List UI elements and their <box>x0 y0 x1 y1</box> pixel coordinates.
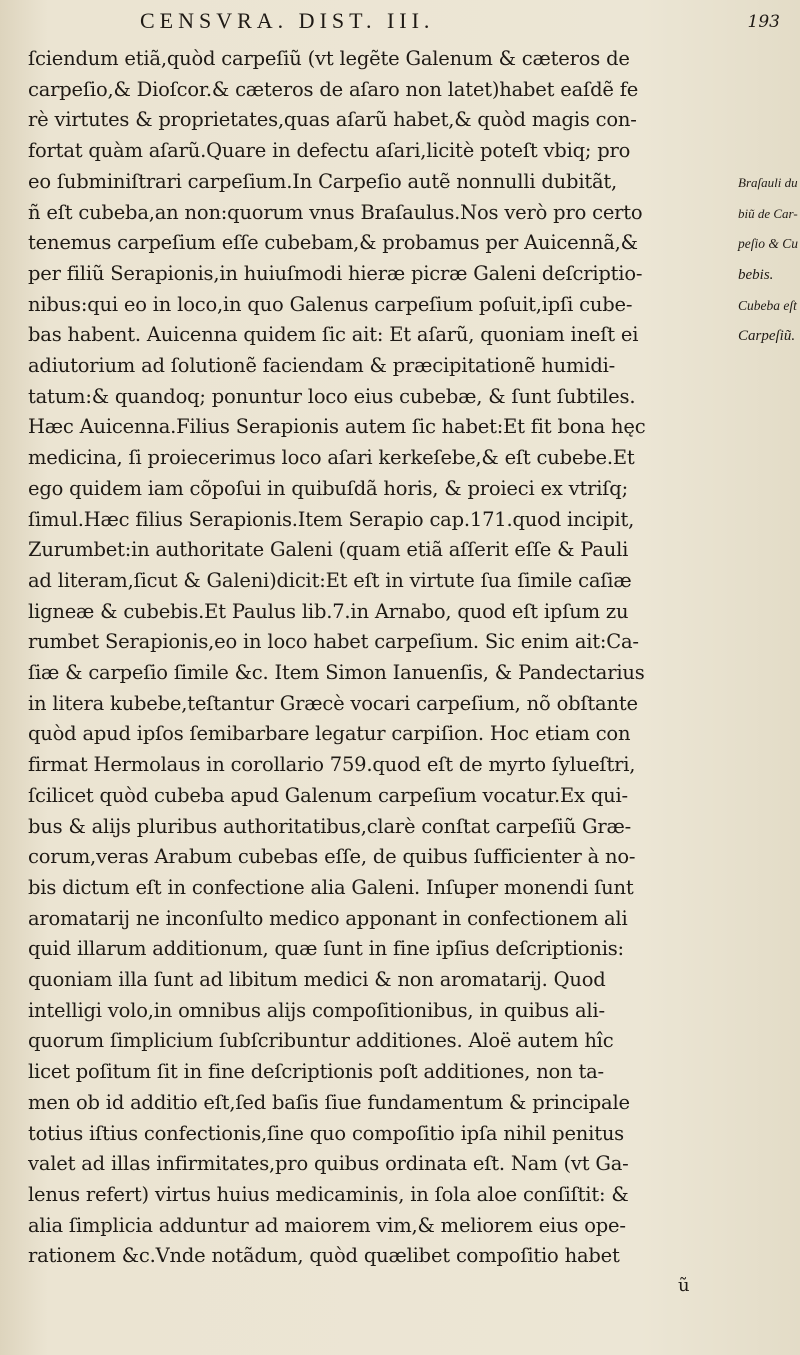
text-line: quid illarum additionum, quæ ſunt in fine ipſius deſcriptionis: <box>28 937 624 961</box>
text-line: ñ eſt cubeba,an non:quorum vnus Braſaulus.Nos verò pro certo <box>28 200 643 224</box>
marginal-note: bebis. <box>738 266 774 283</box>
text-line: corum,veras Arabum cubebas eſſe, de quibus ſufficienter à no- <box>28 845 636 869</box>
text-line: tenemus carpeſium eſſe cubebam,& probamus per Auicennã,& <box>28 231 638 255</box>
text-line: per filiũ Serapionis,in huiuſmodi hieræ picræ Galeni deſcriptio- <box>28 261 643 285</box>
text-line: Zurumbet:in authoritate Galeni (quam etiã aſſerit eſſe & Pauli <box>28 538 629 562</box>
text-line: ſimul.Hæc filius Serapionis.Item Serapio cap.171.quod incipit, <box>28 507 635 531</box>
text-line: bis dictum eſt in confectione alia Galeni. Inſuper monendi ſunt <box>28 875 634 899</box>
text-line: men ob id additio eſt,ſed baſis ſiue fundamentum & principale <box>28 1090 630 1114</box>
marginal-note: Carpeſiũ. <box>738 328 796 345</box>
marginal-note: Braſauli du <box>738 174 798 190</box>
text-line: bus & alijs pluribus authoritatibus,clarè conſtat carpeſiũ Græ- <box>28 814 631 838</box>
marginal-note: peſio & Cu <box>738 236 798 252</box>
text-line: quòd apud ipſos ſemibarbare legatur carpiſion. Hoc etiam con <box>28 722 631 746</box>
text-line: quorum ſimplicium ſubſcribuntur additiones. Aloë autem hîc <box>28 1029 614 1053</box>
text-line: rationem &c.Vnde notãdum, quòd quælibet compoſitio habet <box>28 1244 620 1268</box>
text-line: licet poſitum ſit in fine deſcriptionis poſt additiones, non ta- <box>28 1060 604 1084</box>
text-line: rè virtutes & proprietates,quas aſarũ habet,& quòd magis con- <box>28 108 637 132</box>
marginal-note: Cubeba eſt <box>738 297 797 313</box>
text-line: ego quidem iam cõpoſui in quibuſdã horis, & proieci ex vtriſq; <box>28 476 628 500</box>
text-line: eo ſubminiſtrari carpeſium.In Carpeſio autẽ nonnulli dubitãt, <box>28 169 618 193</box>
text-line: fortat quàm aſarũ.Quare in defectu aſari,licitè poteſt vbiq; pro <box>28 139 631 163</box>
text-line: adiutorium ad ſolutionẽ faciendam & præcipitationẽ humidi- <box>28 354 616 377</box>
text-line: lenus refert) virtus huius medicaminis, in ſola aloe conſiſtit: & <box>28 1182 629 1206</box>
text-line: tatum:& quandoq; ponuntur loco eius cubebæ, & ſunt ſubtiles. <box>28 384 636 408</box>
text-line: quoniam illa ſunt ad libitum medici & non aromatarij. Quod <box>28 968 606 991</box>
text-line: nibus:qui eo in loco,in quo Galenus carpeſium poſuit,ipſi cube- <box>28 292 633 316</box>
text-line: Hæc Auicenna.Filius Serapionis autem ſic habet:Et fit bona hęc <box>28 415 646 439</box>
page-number: 193 <box>747 12 780 32</box>
running-head: CENSVRA. DIST. III. <box>140 8 435 33</box>
text-line: totius iſtius confectionis,ſine quo compoſitio ipſa nihil penitus <box>28 1121 624 1145</box>
text-line: valet ad illas infirmitates,pro quibus ordinata eſt. Nam (vt Ga- <box>28 1152 629 1176</box>
catchword: ũ <box>678 1275 690 1296</box>
text-line: rumbet Serapionis,eo in loco habet carpeſium. Sic enim ait:Ca- <box>28 630 639 654</box>
text-line: ſciendum etiã,quòd carpeſiũ (vt legẽte Galenum & cæteros de <box>28 47 630 70</box>
text-line: firmat Hermolaus in corollario 759.quod eſt de myrto ſylueſtri, <box>28 753 636 777</box>
text-line: carpeſio,& Dioſcor.& cæteros de aſaro non latet)habet eaſdẽ fe <box>28 77 639 101</box>
text-line: medicina, ſi proiecerimus loco aſari kerkeſebe,& eſt cubebe.Et <box>28 446 635 470</box>
text-line: ligneæ & cubebis.Et Paulus lib.7.in Arnabo, quod eſt ipſum zu <box>28 599 629 623</box>
text-line: intelligi volo,in omnibus alijs compoſitionibus, in quibus ali- <box>28 998 605 1022</box>
page-header <box>140 4 780 38</box>
text-line: ſcilicet quòd cubeba apud Galenum carpeſium vocatur.Ex qui- <box>28 783 628 807</box>
marginal-note: biũ de Car- <box>738 205 798 221</box>
text-line: alia ſimplicia adduntur ad maiorem vim,& meliorem eius ope- <box>28 1213 626 1237</box>
text-line: bas habent. Auicenna quidem ſic ait: Et aſarũ, quoniam ineſt ei <box>28 323 639 347</box>
text-line: ad literam,ſicut & Galeni)dicit:Et eſt in virtute ſua ſimile caſiæ <box>28 568 632 592</box>
text-line: aromatarij ne inconſulto medico apponant in confectionem ali <box>28 906 628 930</box>
text-line: ſiæ & carpeſio ſimile &c. Item Simon Ianuenſis, & Pandectarius <box>28 661 645 684</box>
text-line: in litera kubebe,teſtantur Græcè vocari carpeſium, nõ obſtante <box>28 691 638 715</box>
